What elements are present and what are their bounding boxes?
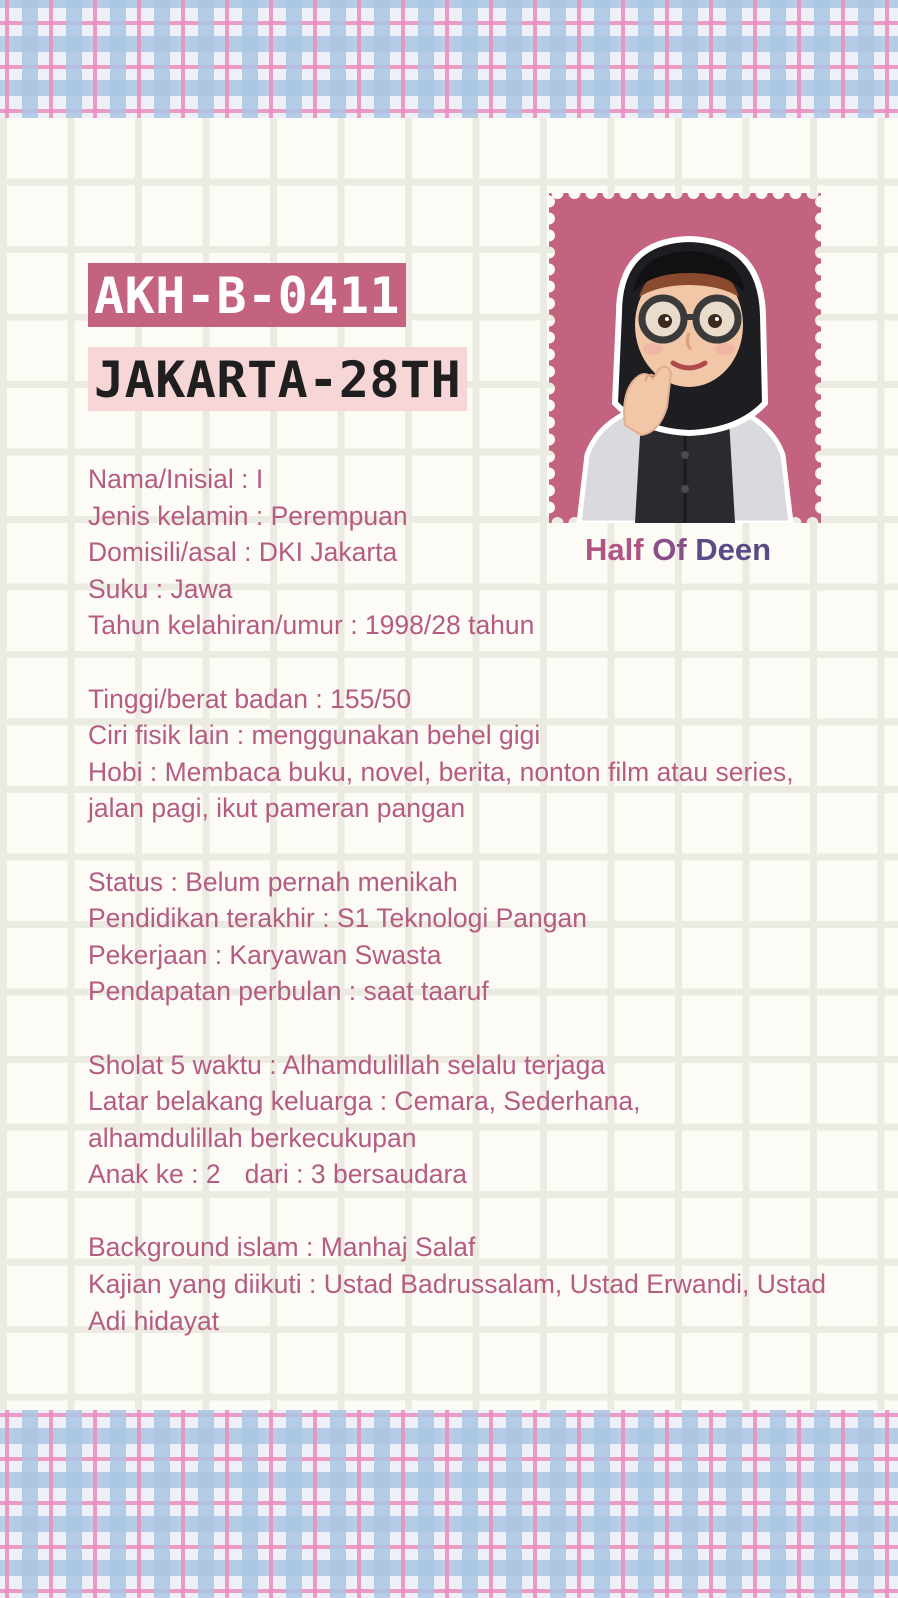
plaid-border-top	[0, 0, 898, 118]
field-tahun-kelahiran: Tahun kelahiran/umur : 1998/28 tahun	[88, 610, 535, 641]
spacer	[88, 827, 828, 864]
spacer	[88, 1010, 828, 1047]
field-sholat: Sholat 5 waktu : Alhamdulillah selalu terjaga	[88, 1049, 606, 1080]
field-pendidikan: Pendidikan terakhir : S1 Teknologi Pangan	[88, 903, 587, 934]
anak-ke-value: Anak ke : 2	[88, 1159, 221, 1190]
field-anak-ke	[88, 1156, 828, 1193]
profile-code-badge: AKH-B-0411	[88, 263, 406, 327]
field-pekerjaan: Pekerjaan : Karyawan Swasta	[88, 939, 442, 970]
spacer	[88, 644, 828, 681]
field-ciri-fisik: Ciri fisik lain : menggunakan behel gigi	[88, 720, 541, 751]
profile-details	[88, 461, 828, 1339]
field-suku: Suku : Jawa	[88, 573, 233, 604]
plaid-border-bottom	[0, 1410, 898, 1598]
field-status: Status : Belum pernah menikah	[88, 866, 458, 897]
bersaudara-value: dari : 3 bersaudara	[244, 1159, 468, 1190]
field-background-islam: Background islam : Manhaj Salaf	[88, 1232, 476, 1263]
brand-word-deen: Deen	[695, 532, 772, 567]
brand-word-of: Of	[652, 532, 687, 567]
field-latar-keluarga: Latar belakang keluarga : Cemara, Sederhana, alhamdulillah berkecukupan	[88, 1086, 641, 1153]
field-jenis-kelamin: Jenis kelamin : Perempuan	[88, 500, 408, 531]
field-pendapatan: Pendapatan perbulan : saat taaruf	[88, 976, 489, 1007]
field-domisili: Domisili/asal : DKI Jakarta	[88, 537, 398, 568]
field-kajian: Kajian yang diikuti : Ustad Badrussalam, Ustad Erwandi, Ustad Adi hidayat	[88, 1269, 826, 1336]
city-age-badge: JAKARTA-28TH	[88, 347, 467, 411]
brand-word-half: Half	[585, 532, 644, 567]
field-nama: Nama/Inisial : I	[88, 464, 264, 494]
field-hobi: Hobi : Membaca buku, novel, berita, nonton film atau series, jalan pagi, ikut pameran pangan	[88, 756, 794, 824]
field-tinggi-berat: Tinggi/berat badan : 155/50	[88, 683, 412, 714]
spacer	[88, 1193, 828, 1230]
